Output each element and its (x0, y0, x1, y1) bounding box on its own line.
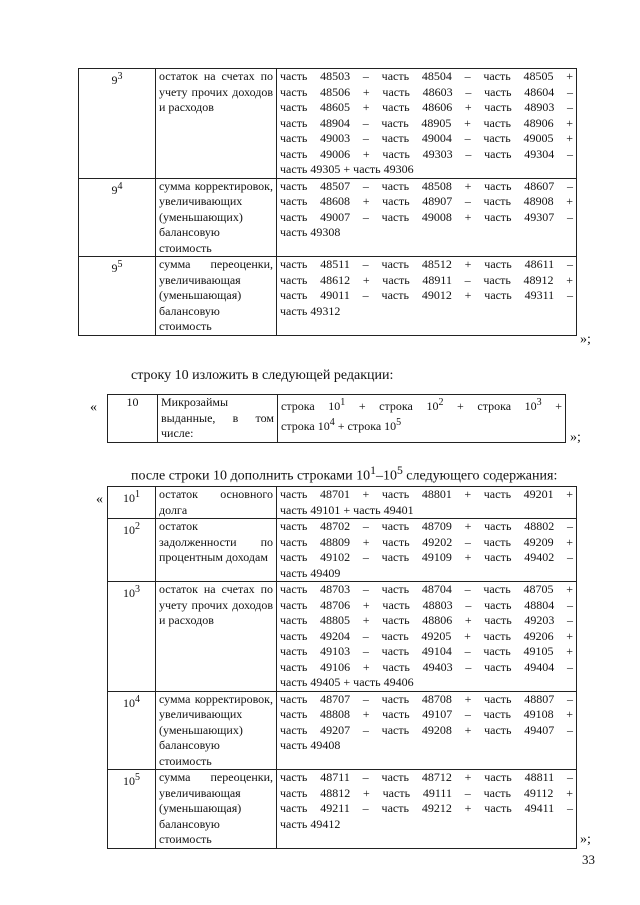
table-row (108, 519, 577, 582)
row-name: остаток основного долга (156, 487, 277, 519)
row-name: Микрозаймы выданные, в том числе: (158, 395, 278, 443)
table-rows-10 (107, 486, 577, 849)
formula-line: часть 48507 – часть 48508 + часть 48607 – (280, 178, 573, 193)
row-formula (278, 395, 566, 443)
formula-line: строка $10^1$ + строка $10^2$ + строка $10^3$ + (281, 397, 562, 413)
row-formula (277, 582, 577, 692)
table2-open-quote: « (90, 400, 97, 415)
instruction-row10: строку 10 изложить в следующей редакции: (131, 368, 394, 383)
table2-closing-quote: »; (570, 430, 581, 445)
row-formula (277, 770, 577, 849)
row-number: $10^1$ (108, 487, 156, 519)
row-formula (277, 519, 577, 582)
row-number: $10^4$ (108, 691, 156, 770)
table-row (108, 691, 577, 770)
table-row (108, 582, 577, 692)
formula-line: часть 48711 – часть 48712 + часть 48811 – (280, 770, 573, 784)
formula-line: часть 48702 – часть 48709 + часть 48802 – (280, 519, 573, 533)
table-row (79, 69, 577, 179)
formula-line: часть 49305 + часть 49306 (280, 162, 414, 176)
row-name: сумма переоценки, увеличивающая (уменьшающая) балансовую стоимость (156, 257, 277, 336)
formula-line: часть 48608 + часть 48907 – часть 48908 + (280, 194, 573, 208)
formula-line: часть 49101 + часть 49401 (280, 502, 414, 517)
table-row (108, 770, 577, 849)
table-rows-9 (78, 68, 577, 336)
formula-line: часть 49007 – часть 49008 + часть 49307 – (280, 209, 573, 224)
row-name: сумма корректировок, увеличивающих (уменьшающих) балансовую стоимость (156, 691, 277, 770)
row-number: $9^4$ (79, 178, 156, 257)
row-formula (277, 691, 577, 770)
formula-line: часть 48904 – часть 48905 + часть 48906 + (280, 115, 573, 130)
row-number: $10^3$ (108, 582, 156, 692)
table-row (79, 178, 577, 257)
table-row (108, 487, 577, 519)
row-formula (277, 257, 577, 336)
formula-line: часть 48503 – часть 48504 – часть 48505 + (280, 69, 573, 83)
row-number: $10^2$ (108, 519, 156, 582)
row-name: сумма корректировок, увеличивающих (уменьшающих) балансовую стоимость (156, 178, 277, 257)
formula-line: часть 49412 (280, 816, 341, 831)
table3-open-quote: « (96, 492, 103, 507)
formula-line: часть 49011 – часть 49012 + часть 49311 – (280, 288, 573, 302)
row-formula (277, 487, 577, 519)
row-number: $9^3$ (79, 69, 156, 179)
formula-line: строка $10^4$ + строка $10^5$ (281, 416, 402, 433)
formula-line: часть 48805 + часть 48806 + часть 49203 – (280, 613, 573, 627)
formula-line: часть 48706 + часть 48803 – часть 48804 – (280, 597, 573, 612)
formula-line: часть 49405 + часть 49406 (280, 675, 414, 689)
table-row (79, 257, 577, 336)
row-name: остаток на счетах по учету прочих доходов и расходов (156, 69, 277, 179)
formula-line: часть 48506 + часть 48603 – часть 48604 – (280, 84, 573, 99)
table-row-10 (107, 394, 566, 443)
row-number: $10^5$ (108, 770, 156, 849)
row-name: сумма переоценки, увеличивающая (уменьшающая) балансовую стоимость (156, 770, 277, 849)
formula-line: часть 49106 + часть 49403 – часть 49404 – (280, 659, 573, 674)
formula-line: часть 49312 (280, 303, 341, 318)
table1-closing-quote: »; (580, 332, 591, 347)
formula-line: часть 48707 – часть 48708 + часть 48807 – (280, 691, 573, 706)
table-row (108, 395, 566, 443)
formula-line: часть 49408 (280, 738, 341, 752)
row-number: 10 (108, 395, 158, 443)
formula-line: часть 48808 + часть 49107 – часть 49108 + (280, 707, 573, 721)
instruction-add-rows: после строки 10 дополнить строками $10^1-10^5$ следующего содержания: (131, 464, 558, 484)
formula-line: часть 49207 – часть 49208 + часть 49407 – (280, 722, 573, 737)
row-formula (277, 178, 577, 257)
formula-line: часть 48612 + часть 48911 – часть 48912 + (280, 272, 573, 287)
formula-line: часть 49308 (280, 225, 341, 239)
formula-line: часть 49103 – часть 49104 – часть 49105 + (280, 644, 573, 658)
page-number: 33 (582, 852, 595, 867)
formula-line: часть 49409 (280, 565, 341, 580)
row-number: $9^5$ (79, 257, 156, 336)
formula-line: часть 49003 – часть 49004 – часть 49005 + (280, 131, 573, 145)
formula-line: часть 49211 – часть 49212 + часть 49411 – (280, 801, 573, 815)
formula-line: часть 49204 – часть 49205 + часть 49206 + (280, 628, 573, 643)
formula-line: часть 49006 + часть 49303 – часть 49304 – (280, 146, 573, 161)
row-formula (277, 69, 577, 179)
table3-closing-quote: »; (580, 832, 591, 847)
formula-line: часть 48605 + часть 48606 + часть 48903 – (280, 100, 573, 114)
row-name: остаток задолженности по процентным доходам (156, 519, 277, 582)
formula-line: часть 48812 + часть 49111 – часть 49112 + (280, 785, 573, 800)
formula-line: часть 48701 + часть 48801 + часть 49201 + (280, 487, 573, 501)
row-name: остаток на счетах по учету прочих доходов и расходов (156, 582, 277, 692)
formula-line: часть 48809 + часть 49202 – часть 49209 + (280, 534, 573, 549)
formula-line: часть 48511 – часть 48512 + часть 48611 – (280, 257, 573, 271)
formula-line: часть 49102 – часть 49109 + часть 49402 – (280, 550, 573, 564)
formula-line: часть 48703 – часть 48704 – часть 48705 + (280, 582, 573, 596)
